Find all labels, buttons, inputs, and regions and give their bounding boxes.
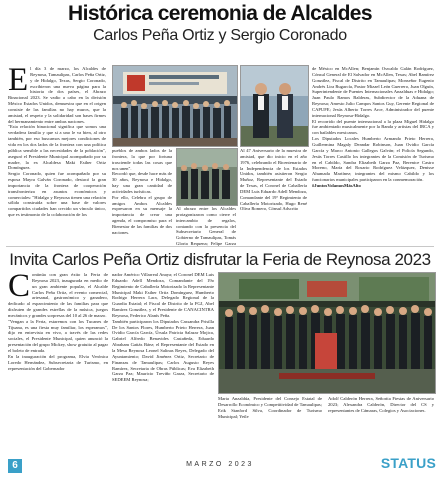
section-divider: [6, 246, 434, 247]
article2-column-2: [112, 272, 214, 452]
article1-title: Histórica ceremonia de Alcaldes: [68, 2, 372, 25]
article1-paragraph: pueblos de ambos lados de la frontera, la que por fortuna trasciende todas las cosas que nos unen".: [112, 148, 172, 171]
article1-column-3: [176, 206, 236, 246]
photo-group-image: [177, 149, 237, 205]
issue-date: MARZO 2023: [186, 461, 254, 468]
article2-column-3: [218, 396, 322, 454]
magazine-brand: STATUS: [380, 455, 436, 471]
article2-paragraph: ontinúa con gran éxito la Feria de Reynosa 2023, inaugurada en medio de un gran ambiente popular, el Alcalde Carlos Peña Ortiz, el evento comercial, artesanal, gastronómico y ganadero, dedicado al esparcimiento de las familias para que disfruten de grandes estrellas de la música, juegos mecánicos y grandes sorpresas del 10 al 26 de marzo.: [8, 272, 108, 318]
article1-column-4: [240, 148, 307, 246]
article1-column-2: [112, 148, 172, 242]
article1-paragraph: Los Diputados Locales Humberto Armando Prieto Herrera, Guillermina Magaly Deandar Robinson, Juan Ovidio García García y Marco Antonio Gallegos Galván; el Policía Segundo, Jesús Torres Castillo los integrantes de la Comisión de Turismo en el Cabildo, Sandra Elizabeth Garza Paz, Berenice Castro Moreno, María del Rosario Rodríguez Velázquez, Denisse Ahumada Martínez; integrantes del mismo Cabildo y los funcionarios municipales participaron en la conmemoración.: [312, 136, 434, 183]
article1-paragraph: Por ello, Celebra el grupo de amigos Ambos Alcaldes expresaron en su mensaje la importancia de crear una agenda, el compromiso para el Bienestar de las familias de dos naciones.: [112, 194, 172, 235]
article1-paragraph: de México en McAllen; Benjamín Oswaldo Galán Rodríguez, Cónsul General de El Salvador en McAllen, Texas; Abel Ramírez González, Fiscal de Distrito en Tamaulipas; Monseñor Eugenio Andrés Lira Rugarcía, Pastor Mizael León Guerrero, Juan Olguín, Superintendente de Puentes Internacionales Anzalduas e Hidalgo; Juan Paulo Ramos Balderas, Subdirector de la Aduana de Reynosa; Amesto Julio Campos Santos Guy, Gerente Regional de CAPUFE; Jesús Alberto Torres Arce, Administrador del puente internacional Reynosa-Hidalgo.: [312, 66, 434, 118]
group-photo: [176, 148, 238, 206]
article2-paragraph: En la inauguración del programa, Elvia Verónica Loredo Hernández, Subsecretaria de Turismo, en representación del Gobernador: [8, 353, 108, 371]
article1-paragraph: Recordó que, desde hace más de 30 años, Reynosa e Hidalgo, hay una gran cantidad de actividades turísticas.: [112, 171, 172, 194]
article1-column-1: [8, 66, 106, 242]
photo-feria-image: [219, 273, 435, 393]
page-number: 6: [8, 459, 22, 473]
article1-paragraph: Al abrazo entre los Alcaldes protagonizaron como cierre el intercambio de regalos, contando con la presencia del Subsecretario General de Gobierno de Tamaulipas, Tomás Gloria Requena; Felipe Garza: [176, 206, 236, 246]
article1-subtitle: Carlos Peña Ortiz y Sergio Coronado: [93, 27, 347, 44]
article1-column-5: [312, 66, 434, 244]
ceremony-stage-photo: [112, 65, 238, 147]
article1-paragraph: l día 3 de marzo, los Alcaldes de Reynosa, Tamaulipas, Carlos Peña Ortiz, y de Hidalgo, Texas, Sergio Coronado, escribieron una nueva página para la historia de dos países, el Abrazo Binacional 2023. Se vadio a cabo en la división México Estados Unidos, demuestra que en el origen consiste de las familias no hay muros, que la amistad, el respeto y la solidaridad son bases firmes del hermanamiento entre ambas naciones.: [8, 66, 106, 124]
article2-column-4: [328, 396, 434, 454]
alcaldes-photo: [240, 65, 309, 147]
article1-paragraph: "Esta relación binacional significa que somos una verdadera familia y que si a uno le va bien, al otro también, por eso buscamos mejores condiciones de vida en los dos lados de la frontera con una política pública sensible a las necesidades de la población", aseguró el Presidente Municipal acompañado por su madre, la ex Alcaldesa Maki Esther Ortiz Domínguez.: [8, 124, 106, 171]
article1-paragraph: El recorrido del puente internacional a la plaza Miguel Hidalgo fue ambientado musicalmente por la Banda y artistas del IRCA y con bailables mexicanos.: [312, 118, 434, 136]
photo-stage-image: [113, 66, 237, 146]
article2-dropcap: C: [8, 272, 31, 304]
feria-photo: [218, 272, 436, 394]
article2-paragraph: También participaron los Diputados Cassandra Prisilla De los Santos Flores, Humberto Prieto Herrera, Juan Ovidio García García, Úrsula Patricia Salazar Mojica, Gabriel Alfredo Benavides Castañeda, Eduardo Abraham Gattás Báez; el Representante del Estado en la Mesa Reynosa Leonel Salinas Reyes, Delegado del Ayuntamiento; David Jiménez Ortiz, Secretario de Finanzas de Tamaulipas; Carlos Augusto Reyes Ramírez, Secretaria de Obras Públicas; Eva Elizabeth Garza Paz; Mauricio Treviño Garza, Secretario de SEDEEM Reynosa;: [112, 318, 214, 383]
article2-title: Invita Carlos Peña Ortiz disfrutar la Feria de Reynosa 2023: [9, 250, 431, 269]
photo-alcaldes-image: [241, 66, 308, 146]
article1-paragraph: Sergio Coronado, quien fue acompañado por su esposa Mayra Galván Coronado, destacó la gran importancia de la frontera de cooperación transfronteriza en asuntos económicos y comerciales: "Hidalgo y Reynosa tienen una relación sólida construida sobre una base de valores compartidos ciudades han crecido un vínculo único, que es testimonio de la colaboración de los: [8, 171, 106, 218]
article2-paragraph: nador Américo Villarreal Anaya; el Coronel DEM Luis Eduardo Adell Mendoza, Comandante del 19o Regimiento de Caballería Motorizado la Representante Municipal Maki Esther Ortiz Domínguez, Humberto Rodrigo Herrera Lara, Delegado Regional de la Guardia Estatal; el Fiscal de Distrito de la FGJ, Abel Ramírez González, y el Presidente de CANACINTRA Reynosa, Federico Alanís Peña.: [112, 272, 214, 318]
article1-dropcap: E: [8, 66, 29, 98]
article2-paragraph: Marta Anzaldúa, Presidente del Consejo Estatal de Desarrollo Económico y Competitividad de Tamaulipas; Erik Stanford Silva, Coordinador de Turismo Municipal; Yeile: [218, 396, 322, 419]
article2-paragraph: Adolf Calderón Herrera, Señorita Fiestas de Aniversario 2023; Alexandra Calderón, Director del CS y representantes de Cámaras, Colegios y Asociaciones.: [328, 396, 434, 413]
article1-paragraph: Al 47 Aniversario de la muestra de amistad, que dio inicio en el año 1976, celebrando el Bicentenario de la Independencia de los Estados Unidos, también asistieron Sergio Muñoz, Representante del Estado de Texas, el Coronel de Caballería DEM Luis Eduardo Adell Mendoza, Comandante del 19° Regimiento de Caballería Motorizado, Hugo René Oliva Romero, Cónsul Adscrito: [240, 148, 307, 212]
article2-column-1: [8, 272, 108, 452]
article2-paragraph: "Vengan a la Feria, estaremos con los Tucanes de Tijuana, es una fiesta muy familiar, los esperamos", dijo en entrevista en vivo, a través de las redes sociales, el Presidente Municipal, quien anunció la presentación del grupo Mickey, show gratuito al pagar el boleto de entrada.: [8, 318, 108, 353]
article1-hashtag: #JuntosVolamosMásAlto: [312, 182, 361, 188]
